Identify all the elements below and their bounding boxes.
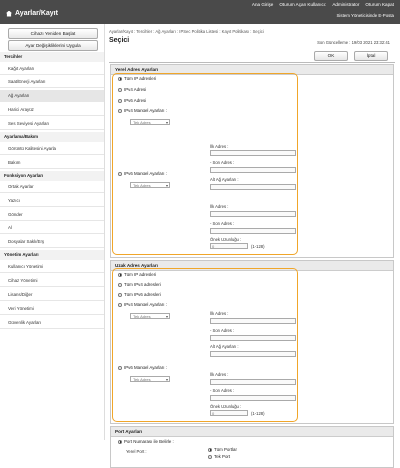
logged-in-user-label: Oturum Açan Kullanıcı: xyxy=(279,2,327,7)
radio-icon xyxy=(208,455,212,459)
sidebar-item-license[interactable]: Lisans/Diğer xyxy=(0,289,104,301)
port-radio-all-ports[interactable]: Tüm Portlar xyxy=(208,447,237,452)
sidebar-item-volume[interactable]: Ses Seviyesi Ayarları xyxy=(0,118,104,130)
remote-ipv6-first-label: İlk Adres : xyxy=(210,372,229,377)
local-ipv6-last-label: - Son Adres : xyxy=(210,221,235,226)
logout-link[interactable]: Oturum Kapat xyxy=(365,2,394,7)
local-radio-ipv6-manual[interactable]: IPv6 Manüel Ayarları : xyxy=(118,171,167,176)
local-ipv4-first-input[interactable] xyxy=(210,150,296,156)
top-links xyxy=(252,2,394,7)
local-ipv4-subnet-input[interactable] xyxy=(210,184,296,190)
radio-selected-icon xyxy=(118,77,122,81)
home-icon xyxy=(6,11,12,17)
ok-button[interactable]: OK xyxy=(314,51,348,61)
remote-ipv6-last-input[interactable] xyxy=(210,395,296,401)
sidebar-item-printer[interactable]: Yazıcı xyxy=(0,195,104,207)
local-ipv6-first-input[interactable] xyxy=(210,211,296,217)
remote-radio-all-ipv4[interactable]: Tüm IPv4 adresleri xyxy=(118,282,161,287)
sidebar-item-network[interactable]: Ağ Ayarları xyxy=(0,90,104,102)
user-name: Administrator xyxy=(332,2,360,7)
section-function: Fonksiyon Ayarları xyxy=(0,171,104,181)
radio-icon xyxy=(118,109,122,113)
restart-device-button[interactable]: Cihazı Yeniden Başlat xyxy=(8,28,98,39)
remote-ipv4-subnet-label: Alt Ağ Ayarları : xyxy=(210,344,239,349)
sidebar-item-send[interactable]: Gönder xyxy=(0,209,104,221)
remote-address-header: Uzak Adres Ayarları xyxy=(111,261,393,271)
port-section xyxy=(110,426,394,468)
port-radio-by-number[interactable]: Port Numarası ile Belirle : xyxy=(118,439,174,444)
apply-settings-button[interactable]: Ayar Değişikliklerini Uygula xyxy=(8,40,98,51)
local-address-header: Yerel Adres Ayarları xyxy=(111,65,393,75)
remote-prefix-label: Önek Uzunluğu : xyxy=(210,404,242,409)
remote-prefix-range: (1-128) xyxy=(251,411,265,416)
section-management: Yönetim Ayarları xyxy=(0,250,104,260)
home-link[interactable]: Ana Girişe xyxy=(251,2,274,7)
radio-selected-icon xyxy=(118,273,122,277)
sidebar-item-image-quality[interactable]: Görüntü Kalitesini Ayarla xyxy=(0,143,104,155)
port-radio-single-port[interactable]: Tek Port xyxy=(208,454,230,459)
radio-icon xyxy=(118,283,122,287)
local-prefix-range: (1-128) xyxy=(251,244,265,249)
local-ipv4-first-label: İlk Adres : xyxy=(210,144,229,149)
sidebar-item-common[interactable]: Ortak Ayarlar xyxy=(0,181,104,193)
breadcrumb: Ayarlar/Kayıt : Tercihler : Ağ Ayarları : IPSec Politika Listesi : Kayıt Politikası : Seçici xyxy=(109,29,264,34)
local-ipv4-last-input[interactable] xyxy=(210,167,296,173)
local-prefix-label: Önek Uzunluğu : xyxy=(210,237,242,242)
radio-icon xyxy=(118,172,122,176)
remote-ipv6-mode-select[interactable]: Tek Adres ▾ xyxy=(130,376,170,382)
local-prefix-input[interactable]: 0 xyxy=(210,243,248,249)
remote-ipv4-last-label: - Son Adres : xyxy=(210,328,235,333)
portal-link[interactable]: Sistem Yöneticisinde E-Posta xyxy=(336,13,394,18)
local-radio-all-ip[interactable]: Tüm IP adresleri xyxy=(118,76,156,81)
local-ipv4-subnet-label: Alt Ağ Ayarları : xyxy=(210,177,239,182)
sidebar xyxy=(0,24,105,440)
section-preferences: Tercihler xyxy=(0,52,104,62)
sidebar-item-data-management[interactable]: Veri Yönetimi xyxy=(0,303,104,315)
remote-ipv4-last-input[interactable] xyxy=(210,335,296,341)
radio-selected-icon xyxy=(118,440,122,444)
radio-icon xyxy=(118,293,122,297)
remote-ipv4-first-label: İlk Adres : xyxy=(210,311,229,316)
app-title xyxy=(6,10,58,17)
sidebar-item-device-management[interactable]: Cihaz Yönetimi xyxy=(0,275,104,287)
sidebar-item-paper[interactable]: Kağıt Ayarları xyxy=(0,63,104,75)
remote-radio-ipv6-manual[interactable]: IPv6 Manüel Ayarları : xyxy=(118,365,167,370)
app-title-text: Ayarlar/Kayıt xyxy=(15,10,58,17)
local-radio-ipv4[interactable]: IPv4 Adresi xyxy=(118,87,146,92)
sidebar-item-external-interface[interactable]: Harici Arayüz xyxy=(0,104,104,116)
local-ipv4-mode-select[interactable]: Tek Adres ▾ xyxy=(130,119,170,125)
remote-ipv4-first-input[interactable] xyxy=(210,318,296,324)
port-header: Port Ayarları xyxy=(111,427,393,437)
sidebar-item-maintenance[interactable]: Bakım xyxy=(0,157,104,169)
sidebar-item-receive[interactable]: Al xyxy=(0,222,104,234)
remote-radio-all-ipv6[interactable]: Tüm IPv6 adresleri xyxy=(118,292,161,297)
local-radio-ipv6[interactable]: IPv6 Adresi xyxy=(118,98,146,103)
radio-icon xyxy=(118,303,122,307)
radio-icon xyxy=(118,366,122,370)
local-ipv4-last-label: - Son Adres : xyxy=(210,160,235,165)
local-ipv6-mode-select[interactable]: Tek Adres ▾ xyxy=(130,182,170,188)
local-port-label: Yerel Port : xyxy=(126,449,147,454)
top-bar xyxy=(0,0,400,24)
radio-selected-icon xyxy=(208,448,212,452)
radio-icon xyxy=(118,99,122,103)
last-updated: Son Güncelleme : 19/03 2021 23:32:41 xyxy=(317,40,390,45)
remote-radio-ipv4-manual[interactable]: IPv4 Manüel Ayarları : xyxy=(118,302,167,307)
remote-ipv6-first-input[interactable] xyxy=(210,379,296,385)
sidebar-item-time-energy[interactable]: Saat/Enerji Ayarları xyxy=(0,76,104,88)
local-ipv6-last-input[interactable] xyxy=(210,228,296,234)
local-radio-ipv4-manual[interactable]: IPv4 Manüel Ayarları : xyxy=(118,108,167,113)
remote-ipv4-subnet-input[interactable] xyxy=(210,351,296,357)
radio-icon xyxy=(118,88,122,92)
main-content xyxy=(104,24,400,459)
remote-prefix-input[interactable]: 0 xyxy=(210,410,248,416)
sidebar-item-user-management[interactable]: Kullanıcı Yönetimi xyxy=(0,261,104,273)
section-adjustment: Ayarlama/Bakım xyxy=(0,132,104,142)
cancel-button[interactable]: İptal xyxy=(354,51,388,61)
local-ipv6-first-label: İlk Adres : xyxy=(210,204,229,209)
sidebar-item-security[interactable]: Güvenlik Ayarları xyxy=(0,317,104,329)
page-title: Seçici xyxy=(109,37,130,44)
sidebar-item-files[interactable]: Dosyalar Saklı/Erş xyxy=(0,236,104,248)
divider xyxy=(109,62,395,63)
remote-ipv4-mode-select[interactable]: Tek Adres ▾ xyxy=(130,313,170,319)
remote-radio-all-ip[interactable]: Tüm IP adresleri xyxy=(118,272,156,277)
remote-ipv6-last-label: - Son Adres : xyxy=(210,388,235,393)
